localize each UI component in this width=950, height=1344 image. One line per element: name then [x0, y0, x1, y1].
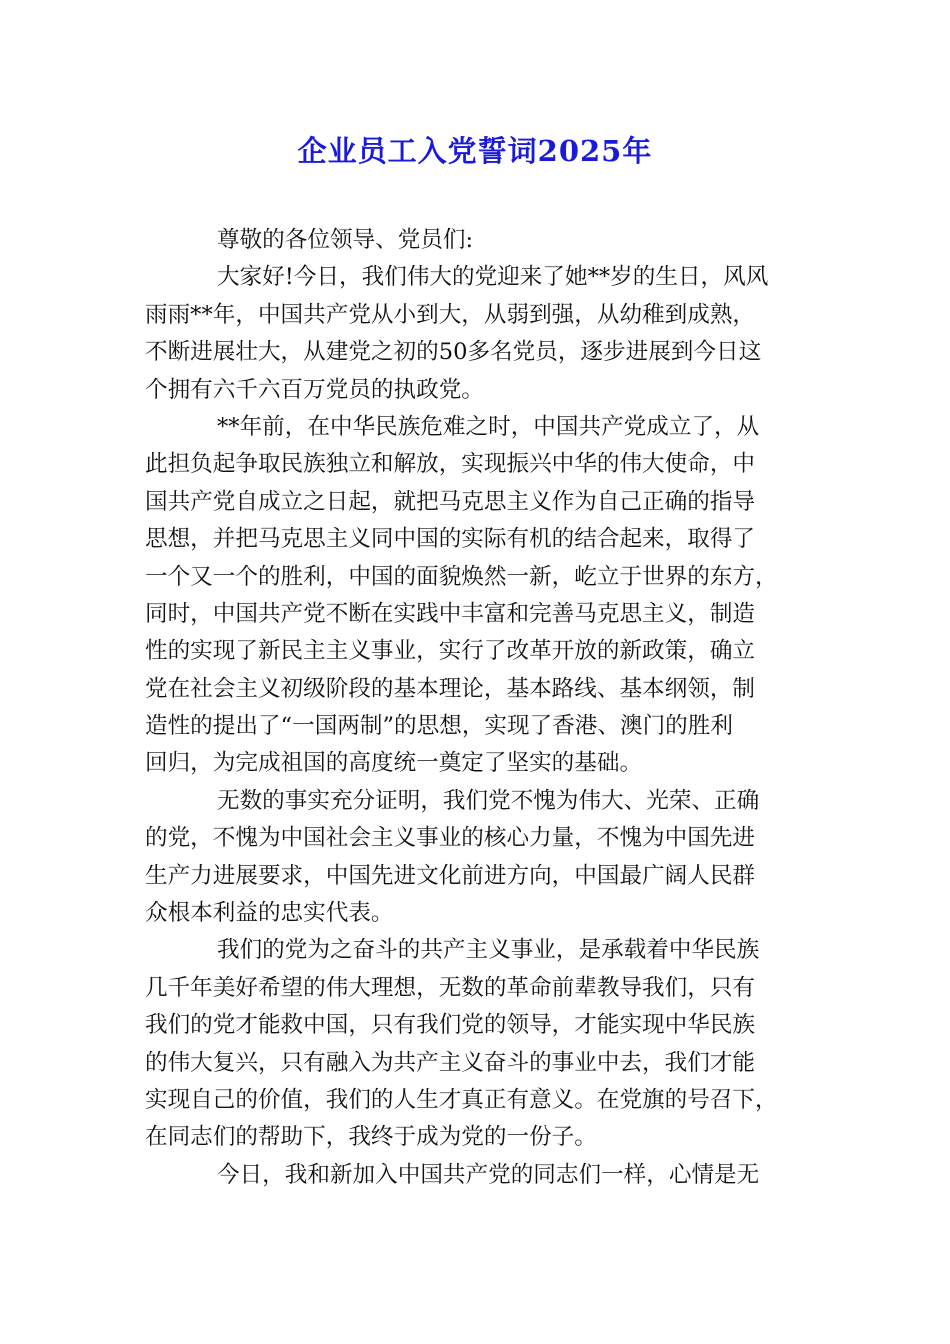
document-title: 企业员工入党誓词2025年 [297, 134, 653, 168]
text-line: 众根本利益的忠实代表。 [145, 900, 394, 927]
text-line: 几千年美好希望的伟大理想，无数的革命前辈教导我们，只有 [145, 974, 756, 1001]
text-line: 在同志们的帮助下，我终于成为党的一份子。 [145, 1124, 597, 1151]
text-line: 今日，我和新加入中国共产党的同志们一样，心情是无 [217, 1161, 760, 1188]
text-line: 实现自己的价值，我们的人生才真正有意义。在党旗的号召下， [145, 1086, 778, 1113]
text-line: 思想，并把马克思主义同中国的实际有机的结合起来，取得了 [145, 526, 756, 553]
text-line: 生产力进展要求，中国先进文化前进方向，中国最广阔人民群 [145, 862, 756, 889]
text-line: 国共产党自成立之日起，就把马克思主义作为自己正确的指导 [145, 488, 756, 515]
text-line: 此担负起争取民族独立和解放，实现振兴中华的伟大使命，中 [145, 451, 756, 478]
text-line: 大家好!今日，我们伟大的党迎来了她**岁的生日，风风 [217, 264, 769, 291]
text-line: 个拥有六千六百万党员的执政党。 [145, 376, 484, 403]
text-line: 同时，中国共产党不断在实践中丰富和完善马克思主义，制造 [145, 600, 756, 627]
text-line: 性的实现了新民主主义事业，实行了改革开放的新政策，确立 [145, 638, 756, 665]
text-line: 的伟大复兴，只有融入为共产主义奋斗的事业中去，我们才能 [145, 1049, 756, 1076]
text-line: 雨雨**年，中国共产党从小到大，从弱到强，从幼稚到成熟， [145, 301, 756, 328]
text-line: 尊敬的各位领导、党员们: [217, 227, 474, 253]
text-line: 我们的党为之奋斗的共产主义事业，是承载着中华民族 [217, 937, 760, 964]
document-body [145, 222, 805, 1194]
text-line: 回归，为完成祖国的高度统一奠定了坚实的基础。 [145, 750, 643, 777]
text-line: 我们的党才能救中国，只有我们党的领导，才能实现中华民族 [145, 1012, 756, 1039]
text-line: 的党，不愧为中国社会主义事业的核心力量，不愧为中国先进 [145, 825, 756, 852]
text-line: 造性的提出了“一国两制”的思想，实现了香港、澳门的胜利 [145, 713, 733, 740]
text-line: 党在社会主义初级阶段的基本理论，基本路线、基本纲领，制 [145, 675, 756, 702]
text-line: 无数的事实充分证明，我们党不愧为伟大、光荣、正确 [217, 787, 760, 814]
text-line: **年前，在中华民族危难之时，中国共产党成立了，从 [217, 413, 760, 440]
text-line: 不断进展壮大，从建党之初的50多名党员，逐步进展到今日这 [145, 339, 762, 366]
text-line: 一个又一个的胜利，中国的面貌焕然一新，屹立于世界的东方， [145, 563, 778, 590]
